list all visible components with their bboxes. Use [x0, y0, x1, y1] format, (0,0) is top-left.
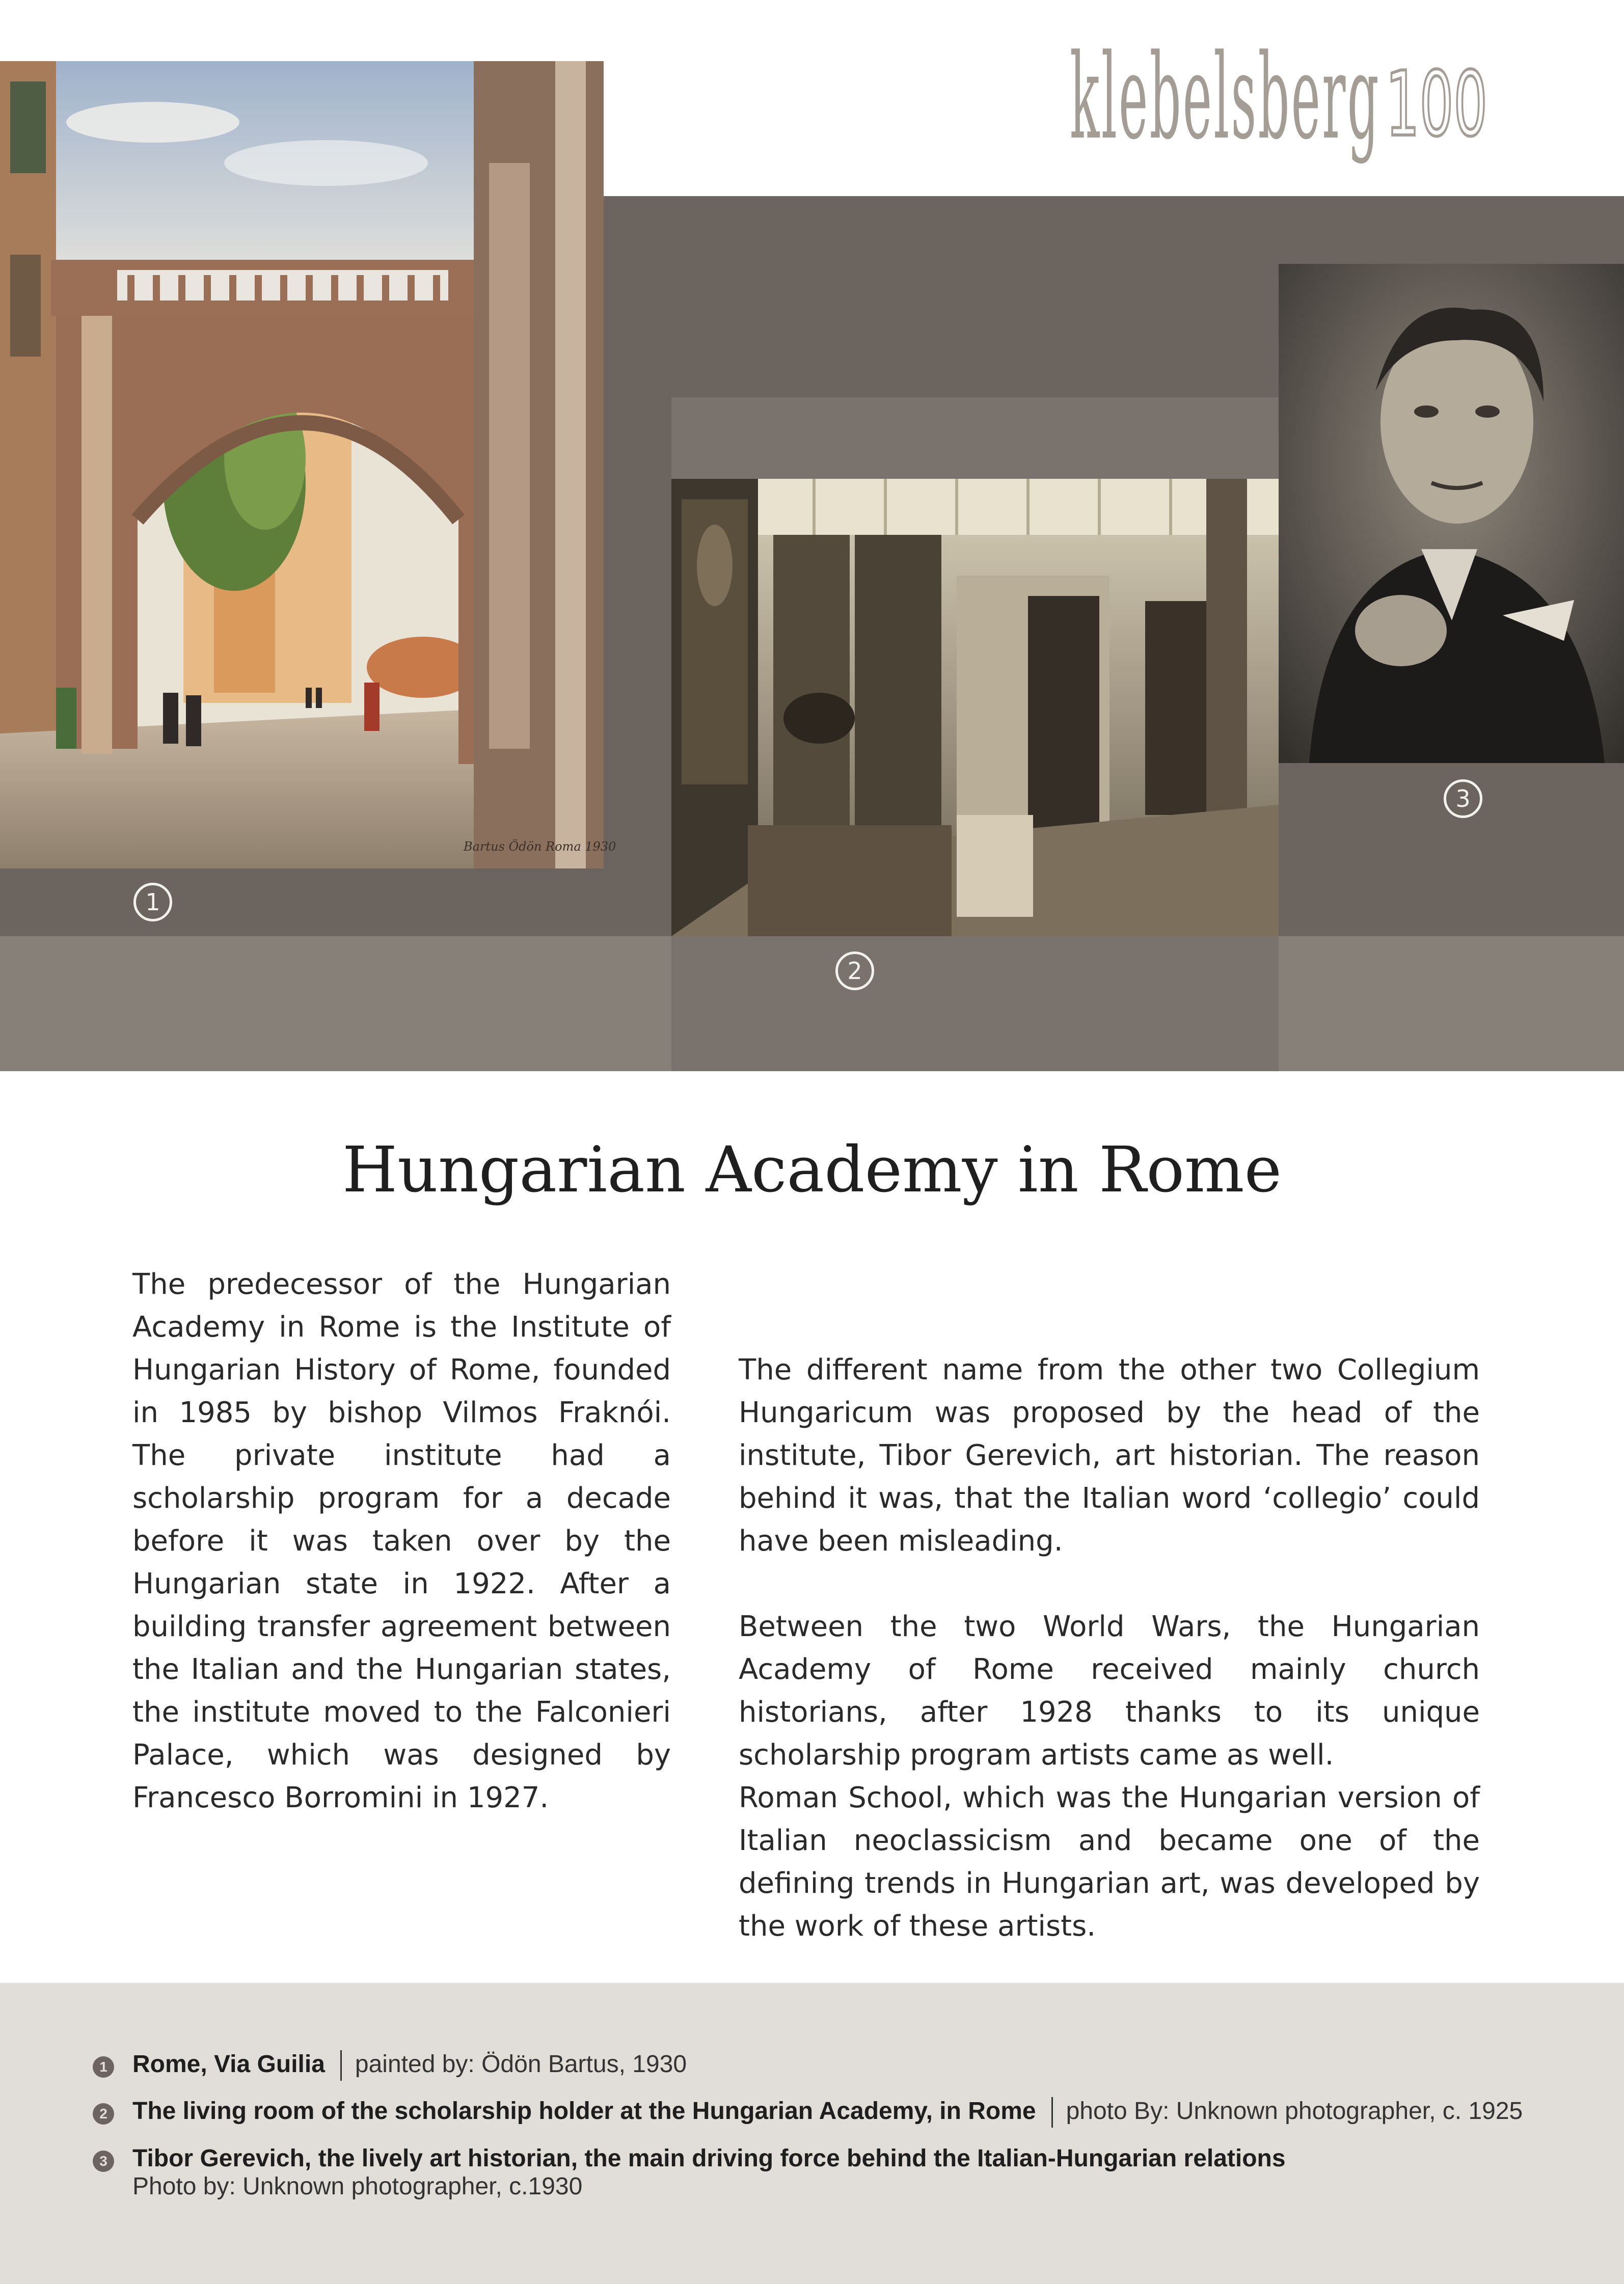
- paragraph-between-wars: Between the two World Wars, the Hungarian Academy of Rome received mainly church historians, after 1928 thanks to its unique scholarship program artists came as well.: [739, 1610, 1480, 1772]
- logo-wordmark: klebelsberg: [1070, 30, 1381, 166]
- caption-number-1: 1: [93, 2056, 114, 2078]
- caption-credit-2: photo By: Unknown photographer, c. 1925: [1066, 2098, 1523, 2125]
- klebelsberg-logo: [1070, 30, 1487, 188]
- paragraph-institute-history: The predecessor of the Hungarian Academy in Rome is the Institute of Hungarian History of Rome, founded in 1985 by bishop Vilmos Fraknói. The private institute had a scholarship program for a decade before it was taken over by the Hungarian state in 1922. After a building transfer agreement between the Italian and the Hungarian states, the institute moved to the Falconieri Palace, which was designed by Francesco Borromini in 1927.: [132, 1268, 671, 1814]
- text-column-right: [739, 1349, 1480, 1948]
- photo-number-3: 3: [1444, 779, 1482, 818]
- caption-number-2: 2: [93, 2103, 114, 2125]
- text-column-left: [132, 1263, 671, 1819]
- logo-number: 100: [1386, 53, 1487, 156]
- caption-title-2: The living room of the scholarship holder at the Hungarian Academy, in Rome: [132, 2098, 1036, 2125]
- paragraph-roman-school: Roman School, which was the Hungarian version of Italian neoclassicism and became one of the defining trends in Hungarian art, was developed by the work of these artists.: [739, 1781, 1480, 1943]
- caption-title-1: Rome, Via Guilia: [132, 2051, 325, 2078]
- painting-signature: Bartus Ödön Roma 1930: [464, 839, 616, 854]
- page-title: Hungarian Academy in Rome: [342, 1133, 1282, 1207]
- caption-number-3: 3: [93, 2151, 114, 2172]
- photo-number-1: 1: [133, 883, 172, 921]
- caption-title-3: Tibor Gerevich, the lively art historian, the main driving force behind the Italian-Hungarian relations: [132, 2145, 1286, 2172]
- photo-via-giulia-painting: [0, 61, 616, 868]
- caption-divider: [340, 2050, 342, 2081]
- photo-tibor-gerevich-portrait: [1279, 264, 1624, 763]
- paragraph-name-origin: The different name from the other two Collegium Hungaricum was proposed by the head of the institute, Tibor Gerevich, art historian. The reason behind it was, that the Italian word ‘collegio’ could have been misleading.: [739, 1353, 1480, 1558]
- caption-divider: [1051, 2097, 1053, 2128]
- photo-number-2: 2: [835, 951, 874, 990]
- photo-living-room: [671, 479, 1279, 936]
- captions-footer: [0, 1983, 1624, 2284]
- caption-credit-3: Photo by: Unknown photographer, c.1930: [132, 2173, 583, 2200]
- caption-credit-1: painted by: Ödön Bartus, 1930: [355, 2051, 687, 2078]
